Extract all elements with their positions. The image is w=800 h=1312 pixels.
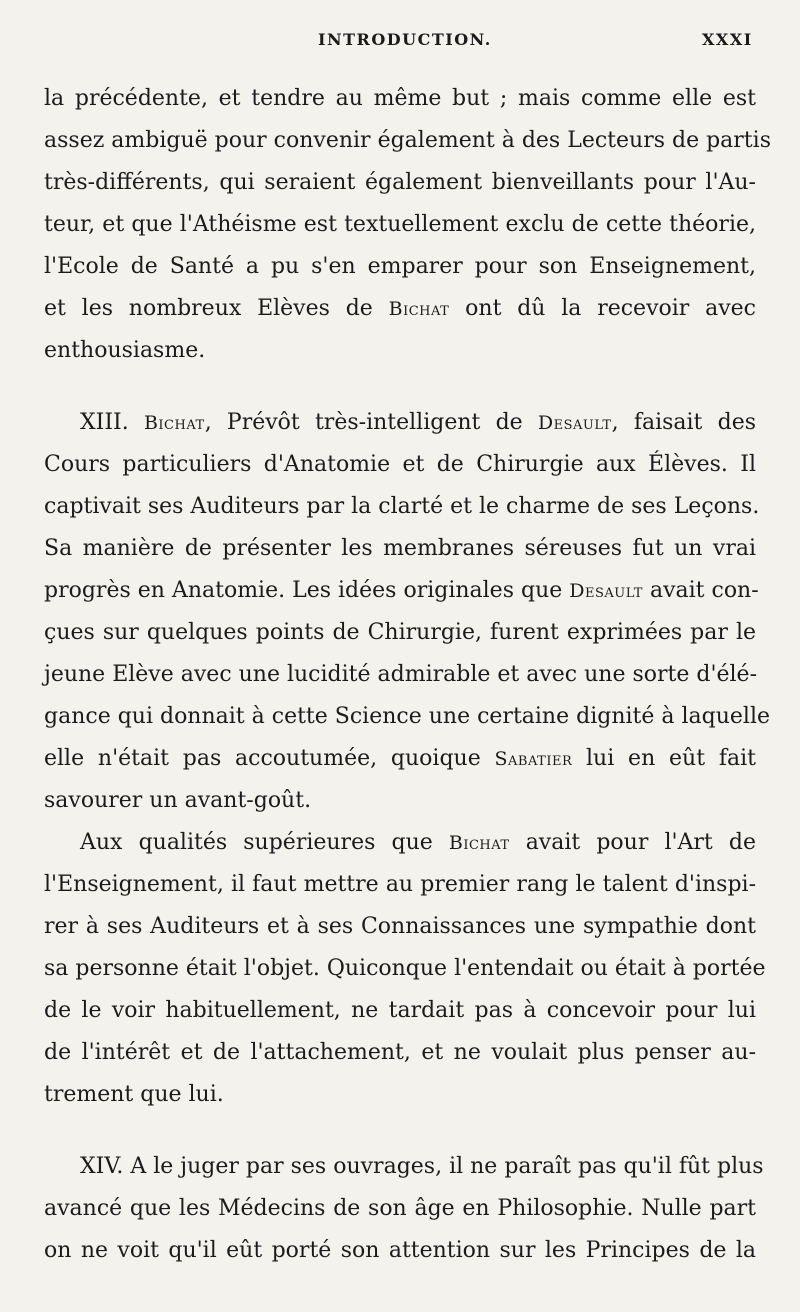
text-run: , Prévôt très-intelligent de [204,410,538,435]
text-line: gance qui donnait à cette Science une certaine dignité à laquelle [44,704,770,729]
text-run: avait con- [642,578,759,603]
small-caps-name: Bichat [143,412,205,434]
text-run: elle n'était pas accoutumée, quoique [44,746,495,771]
text-run: et les nombreux Elèves de [44,296,389,321]
text-line [44,578,759,606]
small-caps-name: Bichat [388,298,450,320]
text-line: savourer un avant-goût. [44,788,312,813]
running-title: INTRODUCTION. [318,30,492,49]
text-line: trement que lui. [44,1082,224,1107]
text-line: jeune Elève avec une lucidité admirable et avec une sorte d'élé- [44,662,758,687]
text-run: Aux qualités supérieures que [80,830,449,855]
text-line: l'Enseignement, il faut mettre au premier rang le talent d'inspi- [44,872,756,897]
text-line: de le voir habituellement, ne tardait pas à concevoir pour lui [44,998,756,1023]
text-line: çues sur quelques points de Chirurgie, furent exprimées par le [44,620,756,645]
small-caps-name: Sabatier [494,748,573,770]
text-run: progrès en Anatomie. Les idées originales que [44,578,570,603]
text-line: rer à ses Auditeurs et à ses Connaissances une sympathie dont [44,914,756,939]
text-run: , faisait des [611,410,757,435]
text-line: Cours particuliers d'Anatomie et de Chirurgie aux Élèves. Il [44,452,756,477]
running-header [0,30,800,60]
small-caps-name: Desault [569,580,643,602]
small-caps-name: Bichat [448,832,510,854]
text-line: on ne voit qu'il eût porté son attention sur les Principes de la [44,1238,756,1263]
small-caps-name: Desault [537,412,612,434]
text-line: avancé que les Médecins de son âge en Philosophie. Nulle part [44,1196,756,1221]
text-line: Sa manière de présenter les membranes séreuses fut un vrai [44,536,756,561]
text-line: de l'intérêt et de l'attachement, et ne voulait plus penser au- [44,1040,756,1065]
text-line: la précédente, et tendre au même but ; mais comme elle est [44,86,756,111]
text-line [44,746,756,774]
text-line [80,830,756,858]
text-line: assez ambiguë pour convenir également à des Lecteurs de partis [44,128,771,153]
text-run: avait pour l'Art de [509,830,756,855]
page-number: XXXI [702,30,753,49]
text-line: enthousiasme. [44,338,206,363]
text-line: teur, et que l'Athéisme est textuellement exclu de cette théorie, [44,212,756,237]
text-run: ont dû la recevoir avec [449,296,756,321]
text-run: lui en eût fait [572,746,756,771]
text-line: sa personne était l'objet. Quiconque l'entendait ou était à portée [44,956,766,981]
text-line: captivait ses Auditeurs par la clarté et le charme de ses Leçons. [44,494,760,519]
text-line [80,410,756,438]
text-line: XIV. A le juger par ses ouvrages, il ne paraît pas qu'il fût plus [80,1154,764,1179]
text-line [44,296,756,324]
text-run: XIII. [80,410,144,435]
text-line: très-différents, qui seraient également bienveillants pour l'Au- [44,170,756,195]
text-line: l'Ecole de Santé a pu s'en emparer pour son Enseignement, [44,254,756,279]
